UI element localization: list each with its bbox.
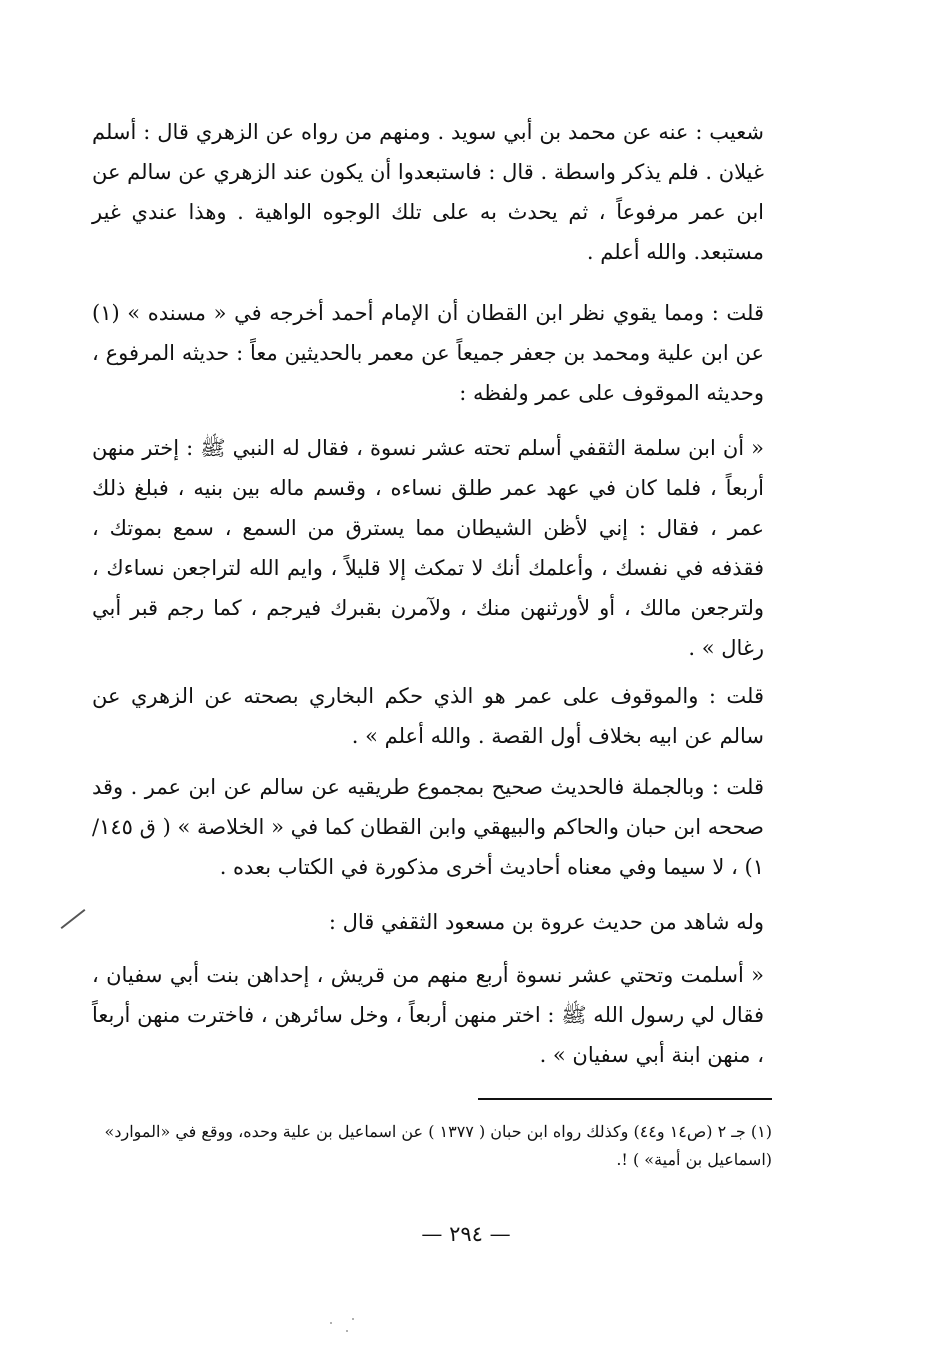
scan-speck bbox=[330, 1322, 332, 1324]
footnote: (١) جـ ٢ (ص١٤ و٤٤) وكذلك رواه ابن حبان ( ١٣٧٧ ) عن اسماعيل بن علية وحده، ووقع في «الموارد» (اسماعيل بن أمية» ) !. bbox=[104, 1122, 772, 1169]
paragraph-2: قلت : ومما يقوي نظر ابن القطان أن الإمام أحمد أخرجه في « مسنده » (١) عن ابن علية ومحمد بن جعفر جميعاً عن معمر بالحديثين معاً : حديثه المرفوع ، وحديثه الموقوف على عمر ولفظه : bbox=[92, 301, 764, 405]
footnote-divider bbox=[478, 1098, 772, 1100]
margin-pencil-mark bbox=[61, 909, 86, 929]
scan-speck bbox=[352, 1318, 354, 1320]
scan-speck bbox=[346, 1330, 348, 1332]
paragraph-7-quote: « أسلمت وتحتي عشر نسوة أربع منهم من قريش ، إحداهن بنت أبي سفيان ، فقال لي رسول الله ﷺ : اختر منهن أربعاً ، وخل سائرهن ، فاخترت منهن أربعاً ، منهن ابنة أبي سفيان » . bbox=[92, 963, 764, 1067]
page-number: — ٢٩٤ — bbox=[421, 1222, 511, 1246]
paragraph-6: وله شاهد من حديث عروة بن مسعود الثقفي قال : bbox=[328, 910, 764, 934]
paragraph-5: قلت : وبالجملة فالحديث صحيح بمجموع طريقيه عن سالم عن ابن عمر . وقد صححه ابن حبان والحاكم والبيهقي وابن القطان كما في « الخلاصة » ( ق ١٤٥/ ١) ، لا سيما وفي معناه أحاديث أخرى مذكورة في الكتاب بعده . bbox=[92, 775, 764, 879]
paragraph-4: قلت : والموقوف على عمر هو الذي حكم البخاري بصحته عن الزهري عن سالم عن ابيه بخلاف أول القصة . والله أعلم » . bbox=[92, 684, 764, 748]
paragraph-3-quote: « أن ابن سلمة الثقفي أسلم تحته عشر نسوة ، فقال له النبي ﷺ : إختر منهن أربعاً ، فلما كان في عهد عمر طلق نساءه ، وقسم ماله بين بنيه ، فبلغ ذلك عمر ، فقال : إني لأظن الشيطان مما يسترق من السمع ، سمع بموتك ، فقذفه في نفسك ، وأعلمك أنك لا تمكث إلا قليلاً ، وايم الله لتراجعن نساءك ، ولترجعن مالك ، أو لأورثنهن منك ، ولآمرن بقبرك فيرجم ، كما رجم قبر أبي رغال » . bbox=[92, 436, 764, 660]
paragraph-1: شعيب : عنه عن محمد بن أبي سويد . ومنهم من رواه عن الزهري قال : أسلم غيلان . فلم يذكر واسطة . قال : فاستبعدوا أن يكون عند الزهري عن سالم عن ابن عمر مرفوعاً ، ثم يحدث به على تلك الوجوه الواهية . وهذا عندي غير مستبعد. والله أعلم . bbox=[91, 120, 764, 264]
